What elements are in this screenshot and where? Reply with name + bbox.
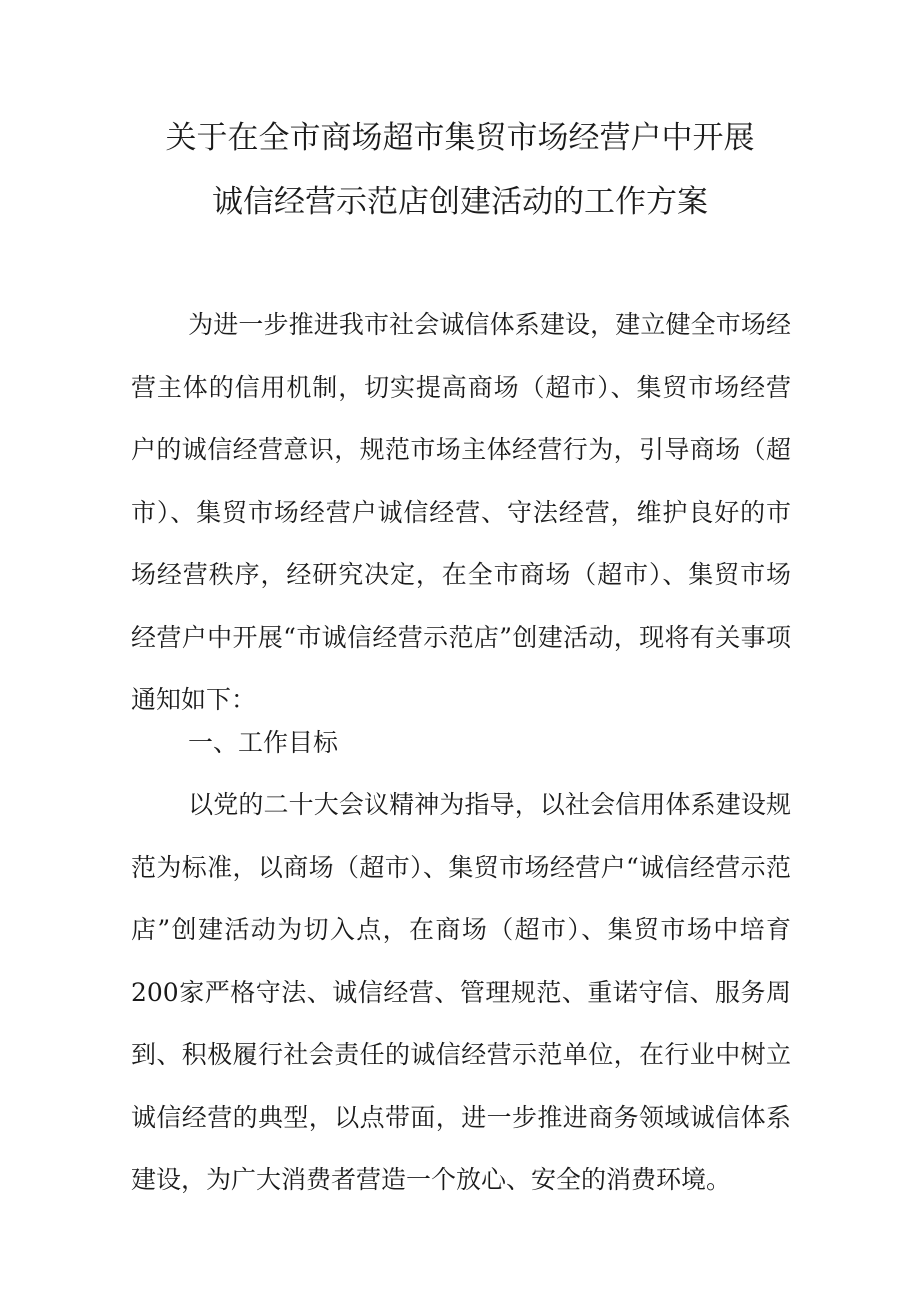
- section-1-heading: 一、工作目标: [188, 728, 339, 757]
- section-1-paragraph-text: 以党的二十大会议精神为指导，以社会信用体系建设规范为标准，以商场（超市）、集贸市场经营户“诚信经营示范店”创建活动为切入点，在商场（超市）、集贸市场中培育200家严格守法、诚信经营、管理规范、重诺守信、服务周到、积极履行社会责任的诚信经营示范单位，在行业中树立诚信经营的典型，以点带面，进一步推进商务领域诚信体系建设，为广大消费者营造一个放心、安全的消费环境。: [131, 790, 791, 1194]
- intro-paragraph: [131, 294, 791, 732]
- intro-paragraph-text: 为进一步推进我市社会诚信体系建设，建立健全市场经营主体的信用机制，切实提高商场（超市）、集贸市场经营户的诚信经营意识，规范市场主体经营行为，引导商场（超市）、集贸市场经营户诚信经营、守法经营，维护良好的市场经营秩序，经研究决定，在全市商场（超市）、集贸市场经营户中开展“市诚信经营示范店”创建活动，现将有关事项通知如下：: [131, 310, 791, 714]
- document-title-line-2: 诚信经营示范店创建活动的工作方案: [212, 184, 708, 220]
- document-title-line-1: 关于在全市商场超市集贸市场经营户中开展: [165, 120, 755, 156]
- section-1-paragraph: [131, 774, 791, 1212]
